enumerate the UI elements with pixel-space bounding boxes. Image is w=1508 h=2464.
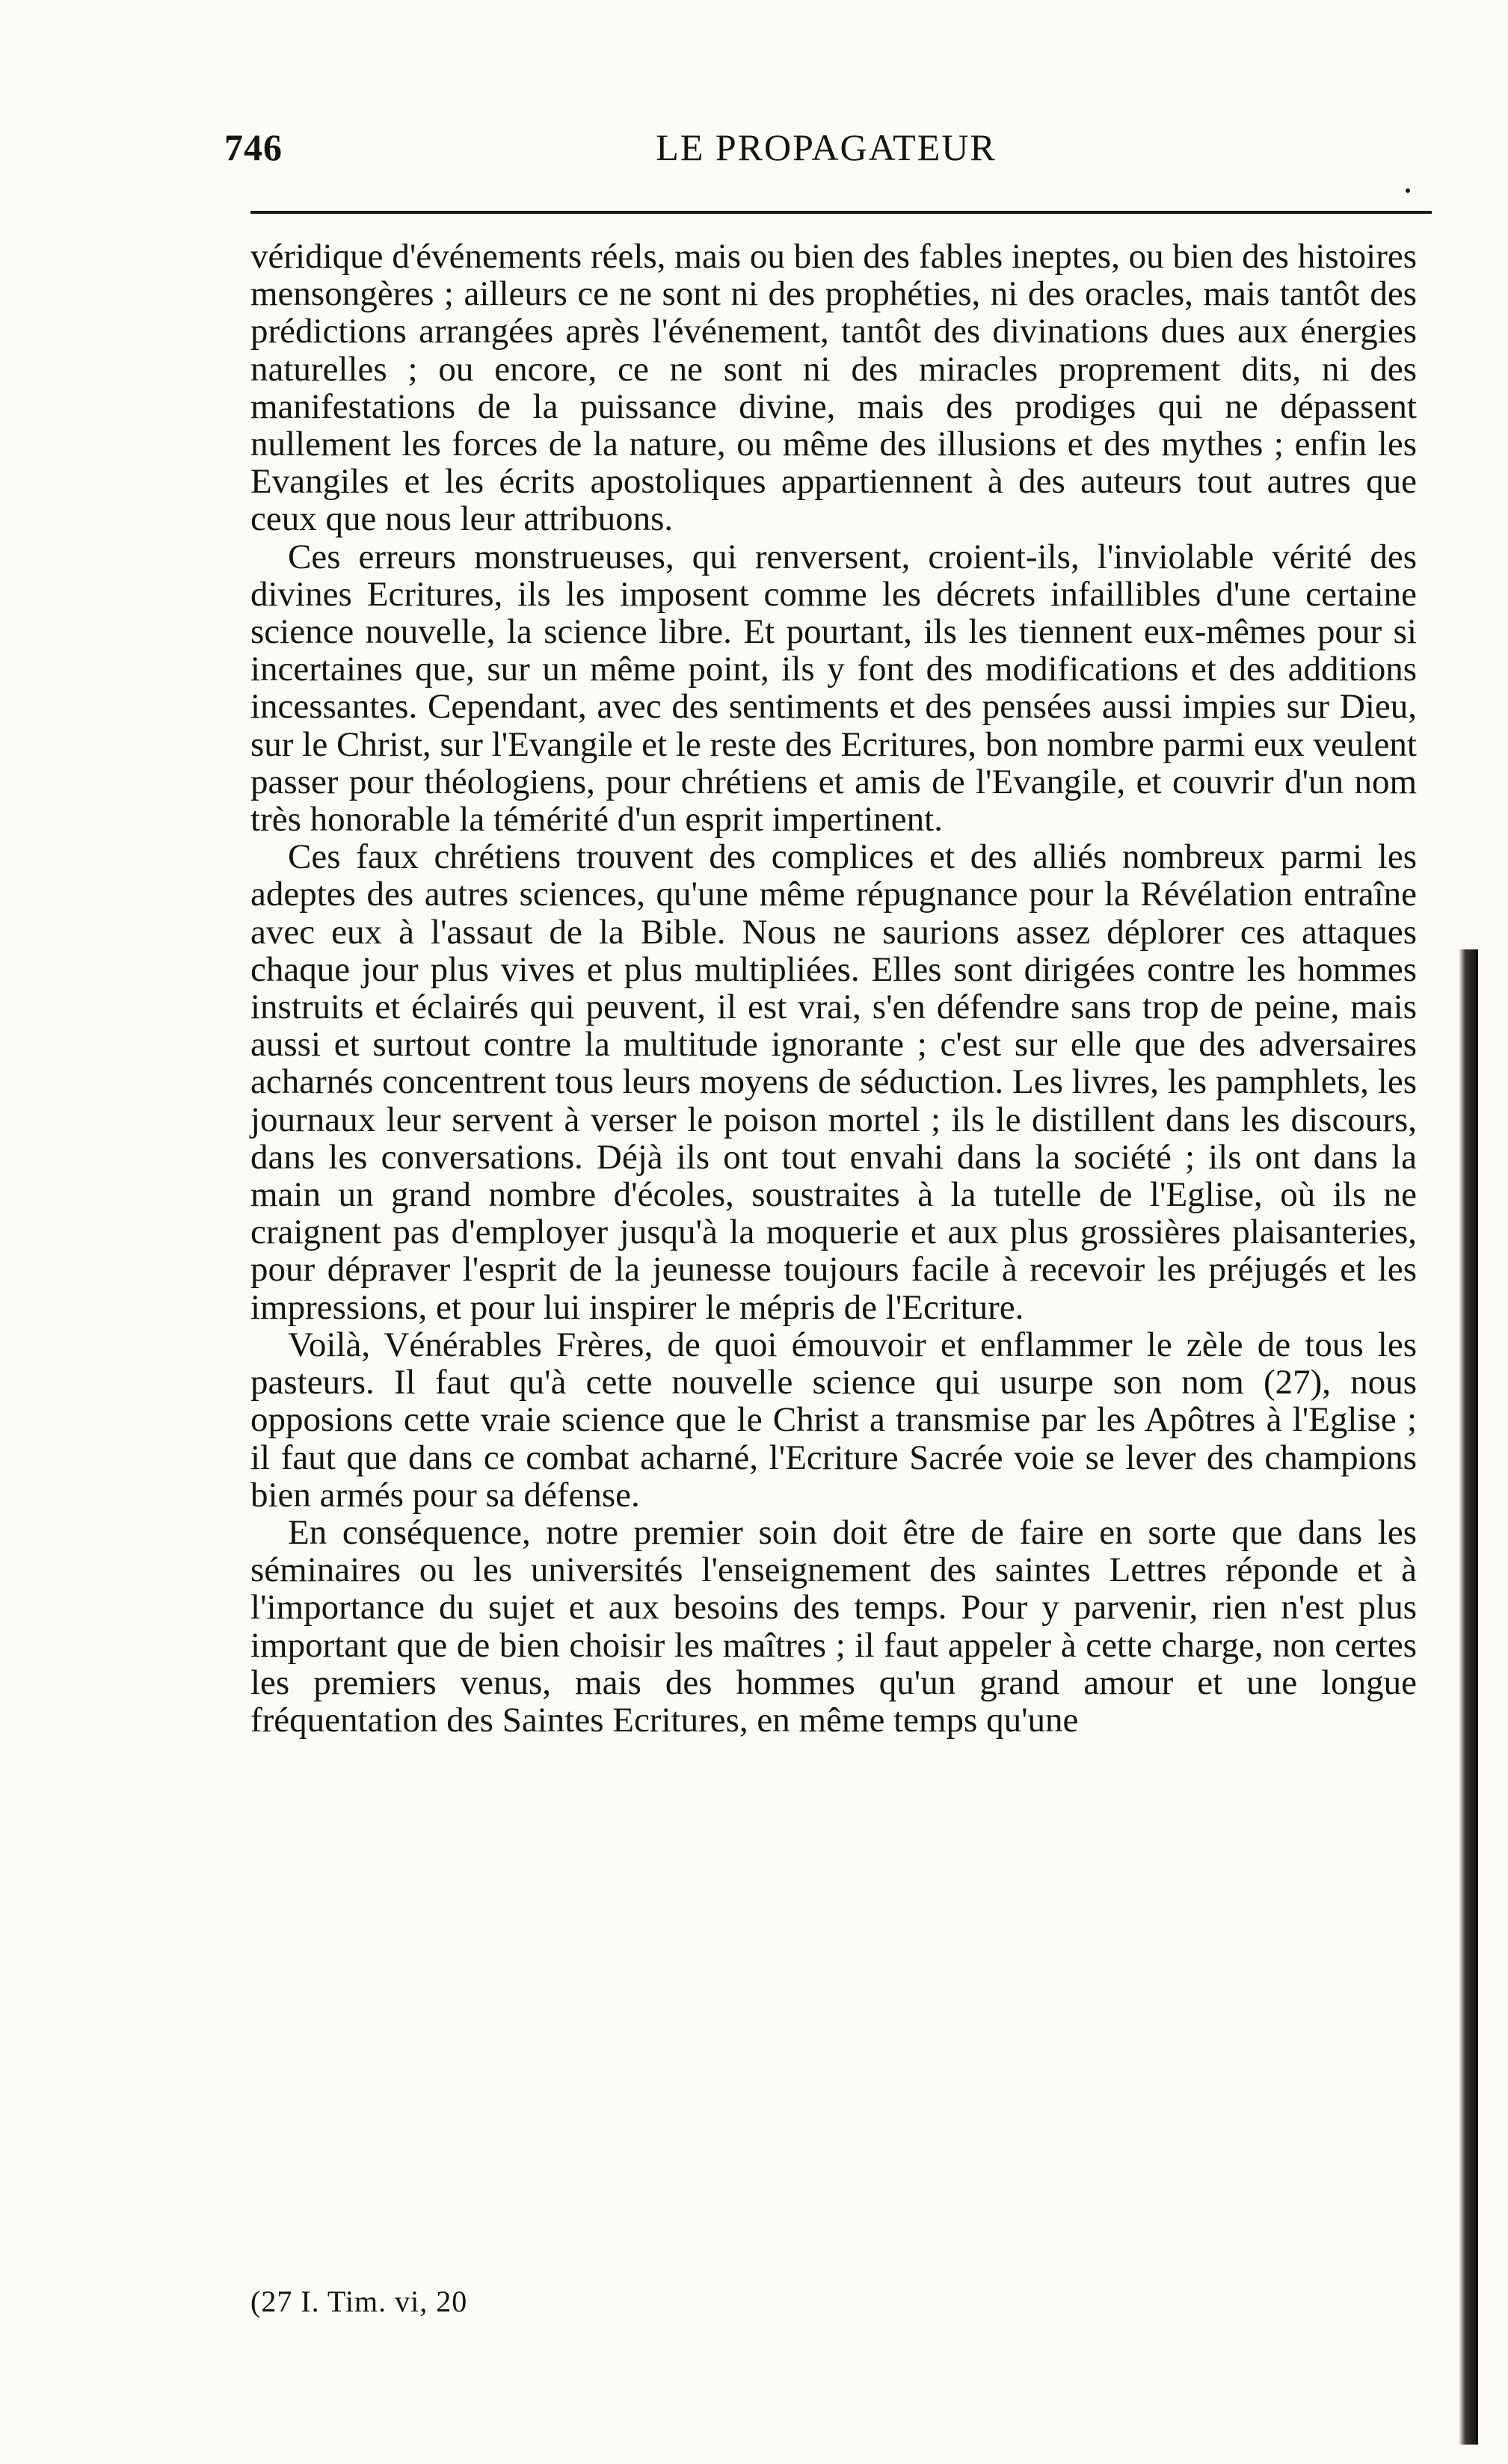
page-number: 746 <box>224 126 283 168</box>
paragraph-1: véridique d'événements réels, mais ou bien des fables ineptes, ou bien des histoires mensongères ; ailleurs ce ne sont ni des prophéties, ni des oracles, mais tantôt des prédictions arrangées après l'événement, tantôt des divinations dues aux énergies naturelles ; ou encore, ce ne sont ni des miracles proprement dits, ni des manifestations de la puissance divine, mais des prodiges qui ne dépassent nullement les forces de la nature, ou même des illusions et des mythes ; enfin les Evangiles et les écrits apostoliques appartiennent à des auteurs tout autres que ceux que nous leur attribuons. <box>250 237 1417 539</box>
header-rule <box>250 211 1432 214</box>
paragraph-2: Ces erreurs monstrueuses, qui renversent, croient-ils, l'inviolable vérité des divines Ecritures, ils les imposent comme les décrets infaillibles d'une certaine science nouvelle, la science libre. Et pourtant, ils les tiennent eux-mêmes pour si incertaines que, sur un même point, ils y font des modifications et des additions incessantes. Cependant, avec des sentiments et des pensées aussi impies sur Dieu, sur le Christ, sur l'Evangile et le reste des Ecritures, bon nombre parmi eux veulent passer pour théologiens, pour chrétiens et amis de l'Evangile, et couvrir d'un nom très honorable la témérité d'un esprit impertinent. <box>250 537 1417 840</box>
running-title: LE PROPAGATEUR <box>656 126 997 168</box>
footnote: (27 I. Tim. vi, 20 <box>250 2285 468 2318</box>
page-header <box>217 126 1435 185</box>
header-dot <box>1406 188 1410 193</box>
paragraph-3: Ces faux chrétiens trouvent des complices et des alliés nombreux parmi les adeptes des autres sciences, qu'une même répugnance pour la Révélation entraîne avec eux à l'assaut de la Bible. Nous ne saurions assez déplorer ces attaques chaque jour plus vives et plus multipliées. Elles sont dirigées contre les hommes instruits et éclairés qui peuvent, il est vrai, s'en défendre sans trop de peine, mais aussi et surtout contre la multitude ignorante ; c'est sur elle que des adversaires acharnés concentrent tous leurs moyens de séduction. Les livres, les pamphlets, les journaux leur servent à verser le poison mortel ; ils le distillent dans les discours, dans les conversations. Déjà ils ont tout envahi dans la société ; ils ont dans la main un grand nombre d'écoles, soustraites à la tutelle de l'Eglise, où ils ne craignent pas d'employer jusqu'à la moquerie et aux plus grossières plaisanteries, pour dépraver l'esprit de la jeunesse toujours facile à recevoir les préjugés et les impressions, et pour lui inspirer le mépris de l'Ecriture. <box>250 837 1417 1327</box>
body-text <box>250 238 1417 1739</box>
paragraph-5: En conséquence, notre premier soin doit être de faire en sorte que dans les séminaires ou les universités l'enseignement des saintes Lettres réponde et à l'importance du sujet et aux besoins des temps. Pour y parvenir, rien n'est plus important que de bien choisir les maîtres ; il faut appeler à cette charge, non certes les premiers venus, mais des hommes qu'un grand amour et une longue fréquentation des Saintes Ecritures, en même temps qu'une <box>250 1512 1417 1740</box>
paragraph-4: Voilà, Vénérables Frères, de quoi émouvoir et enflammer le zèle de tous les pasteurs. Il faut qu'à cette nouvelle science qui usurpe son nom (27), nous opposions cette vraie science que le Christ a transmise par les Apôtres à l'Eglise ; il faut que dans ce combat acharné, l'Ecriture Sacrée voie se lever des champions bien armés pour sa défense. <box>250 1325 1417 1515</box>
page-edge-shadow <box>1459 949 1478 2445</box>
